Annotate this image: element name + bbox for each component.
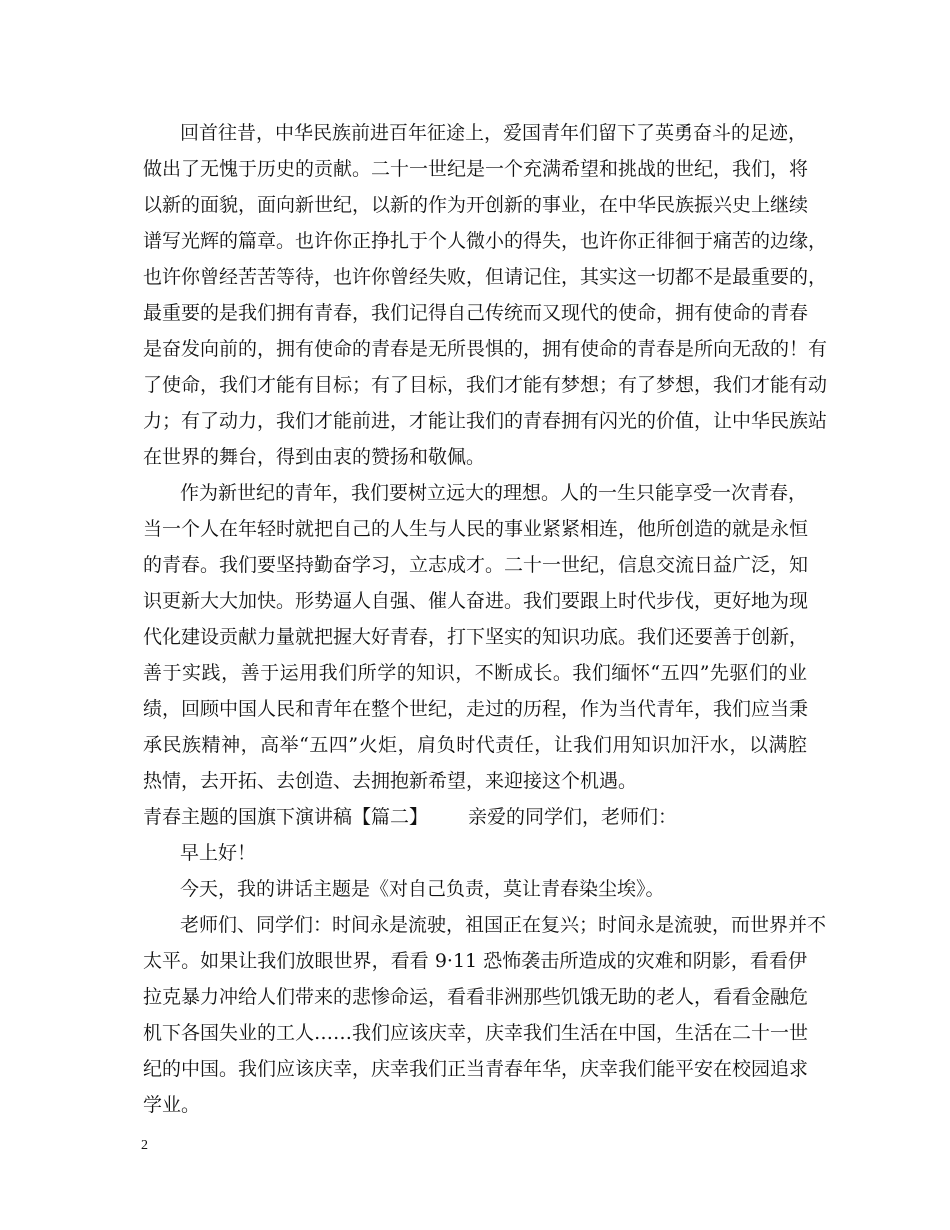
greeting: 早上好！ [180,842,257,864]
paragraph-2-line-2: 当一个人在年轻时就把自己的人生与人民的事业紧紧相连，他所创造的就是永恒 [143,518,809,540]
paragraph-2-line-1: 作为新世纪的青年，我们要树立远大的理想。人的一生只能享受一次青春， [180,482,808,504]
paragraph-2-line-3: 的青春。我们要坚持勤奋学习，立志成才。二十一世纪，信息交流日益广泛，知 [143,554,809,576]
topic-line: 今天，我的讲话主题是《对自己负责，莫让青春染尘埃》。 [180,878,665,900]
paragraph-2-line-9: 热情，去开拓、去创造、去拥抱新希望，来迎接这个机遇。 [143,770,638,792]
paragraph-1-line-5: 也许你曾经苦苦等待，也许你曾经失败，但请记住，其实这一切都不是最重要的， [143,266,828,288]
paragraph-2-line-5: 代化建设贡献力量就把握大好青春，打下坚实的知识功底。我们还要善于创新， [143,626,809,648]
paragraph-1-line-7: 是奋发向前的，拥有使命的青春是无所畏惧的，拥有使命的青春是所向无敌的！有 [143,338,828,360]
paragraph-3-line-4: 机下各国失业的工人……我们应该庆幸，庆幸我们生活在中国，生活在二十一世 [143,1022,809,1044]
paragraph-1-line-9: 力；有了动力，我们才能前进，才能让我们的青春拥有闪光的价值，让中华民族站 [143,410,828,432]
paragraph-1-line-3: 以新的面貌，面向新世纪，以新的作为开创新的事业，在中华民族振兴史上继续 [143,194,809,216]
paragraph-3-line-2: 太平。如果让我们放眼世界，看看 9·11 恐怖袭击所造成的灾难和阴影，看看伊 [143,950,807,972]
paragraph-2-line-7: 绩，回顾中国人民和青年在整个世纪，走过的历程，作为当代青年，我们应当秉 [143,698,809,720]
paragraph-1-line-1: 回首往昔，中华民族前进百年征途上，爱国青年们留下了英勇奋斗的足迹， [180,122,808,144]
paragraph-3-line-6: 学业。 [143,1094,201,1116]
paragraph-3-line-5: 纪的中国。我们应该庆幸，庆幸我们正当青春年华，庆幸我们能平安在校园追求 [143,1058,809,1080]
paragraph-3-line-1: 老师们、同学们：时间永是流驶，祖国正在复兴；时间永是流驶，而世界并不 [180,914,827,936]
paragraph-1-line-4: 谱写光辉的篇章。也许你正挣扎于个人微小的得失，也许你正徘徊于痛苦的边缘， [143,230,828,252]
paragraph-1-line-8: 了使命，我们才能有目标；有了目标，我们才能有梦想；有了梦想，我们才能有动 [143,374,828,396]
paragraph-1-line-6: 最重要的是我们拥有青春，我们记得自己传统而又现代的使命，拥有使命的青春 [143,302,809,324]
paragraph-2-line-4: 识更新大大加快。形势逼人自强、催人奋进。我们要跟上时代步伐，更好地为现 [143,590,809,612]
section-heading: 青春主题的国旗下演讲稿【篇二】 [143,806,429,828]
section-heading-line [143,805,677,829]
page-number: 2 [141,1138,148,1153]
salutation: 亲爱的同学们，老师们： [468,806,678,828]
paragraph-2-line-6: 善于实践，善于运用我们所学的知识，不断成长。我们缅怀“五四”先驱们的业 [143,662,807,684]
paragraph-1-line-10: 在世界的舞台，得到由衷的赞扬和敬佩。 [143,446,486,468]
paragraph-3-line-3: 拉克暴力冲给人们带来的悲惨命运，看看非洲那些饥饿无助的老人，看看金融危 [143,986,809,1008]
paragraph-2-line-8: 承民族精神，高举“五四”火炬，肩负时代责任，让我们用知识加汗水，以满腔 [143,734,807,756]
paragraph-1-line-2: 做出了无愧于历史的贡献。二十一世纪是一个充满希望和挑战的世纪，我们，将 [143,158,809,180]
